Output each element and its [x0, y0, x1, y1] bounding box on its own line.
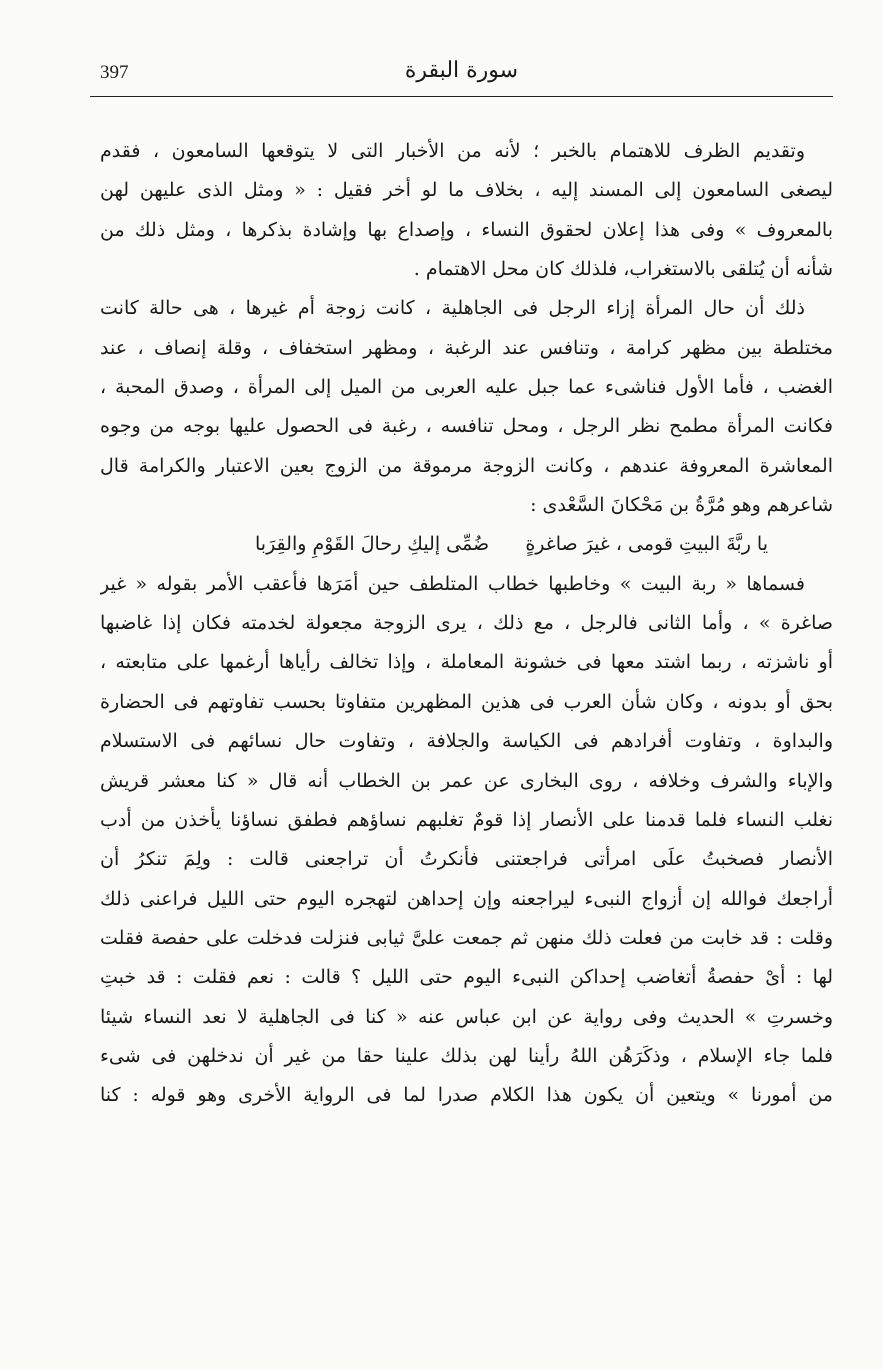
paragraph-3: [100, 565, 833, 1116]
text-line: وتقديم الظرف للاهتمام بالخبر ؛ لأنه من الأخبار التى لا يتوقعها السامعون ، فقدم: [100, 140, 805, 162]
text-line: فكانت المرأة مطمح نظر الرجل ، ومحل تنافسه ، رغبة فى الحصول عليها بوجه من وجوه: [100, 415, 833, 438]
text-line: مختلطة بين مظهر كرامة ، وتنافس عند الرغبة ، ومظهر استخفاف ، وقلة إنصاف ، عند: [100, 336, 833, 359]
paragraph-1: [100, 132, 833, 289]
page-number: 397: [100, 62, 129, 83]
text-line: من أمورنا » ويتعين أن يكون هذا الكلام صدرا لما فى الرواية الأخرى وهو قوله : كنا: [100, 1084, 833, 1107]
text-line: الأنصار فصخبتُ علَى امرأتى فراجعتنى فأنكرتُ أن تراجعنى قالت : ولِمَ تنكرُ أن: [100, 848, 833, 871]
text-line: شاعرهم وهو مُرَّةُ بن مَحْكانَ السَّعْدى :: [530, 494, 833, 517]
text-line: صاغرة » ، وأما الثانى فالرجل ، مع ذلك ، يرى الزوجة مجعولة لخدمته فكان إذا غاضبها: [100, 612, 833, 635]
text-line: ليصغى السامعون إلى المسند إليه ، بخلاف ما لو أخر فقيل : « ومثل الذى عليهن لهن: [100, 179, 833, 202]
paragraph-2: [100, 289, 833, 525]
poetry-verse: [100, 525, 833, 564]
verse-right-hemistich: يا ربَّةَ البيتِ قومى ، غيرَ صاغرةٍ: [525, 533, 768, 556]
text-line: فلما جاء الإسلام ، وذكَرَهُن اللهُ رأينا لهن بذلك علينا حقا من غير أن ندخلهن فى شىء: [100, 1044, 833, 1067]
text-line: فسماها « ربة البيت » وخاطبها خطاب المتلطف حين أمَرَها فأعقب الأمر بقوله « غير: [100, 572, 805, 595]
text-line: أراجعك فوالله إن أزواج النبىء ليراجعنه وإن إحداهن لتهجره اليوم حتى الليل فراعنى ذلك: [100, 887, 833, 910]
page-body: [100, 132, 833, 1116]
text-line: بالمعروف » وفى هذا إعلان لحقوق النساء ، وإصداع بها وإشادة بذكرها ، ومثل ذلك من: [100, 218, 833, 241]
text-line: نغلب النساء فلما قدمنا على الأنصار إذا قومٌ تغلبهم نساؤهم فطفق نساؤنا يأخذن من أدب: [100, 808, 833, 831]
text-line: لها : أىْ حفصةُ أتغاضب إحداكن النبىء اليوم حتى الليل ؟ قالت : نعم فقلت : قد خبتِ: [100, 966, 833, 989]
verse-left-hemistich: ضُمِّى إليكِ رحالَ القَوْمِ والقِرَبا: [255, 533, 490, 556]
text-line: أو ناشزته ، ربما اشتد معها فى خشونة المعاملة ، وإذا تخالف رأياها أرغمها على متابعته ،: [100, 651, 833, 674]
text-line: المعاشرة المعروفة عندهم ، وكانت الزوجة مرموقة من الزوج بعين الاعتبار والكرامة قال: [100, 454, 833, 477]
page-header: [90, 52, 833, 97]
text-line: شأنه أن يُتلقى بالاستغراب، فلذلك كان محل الاهتمام .: [413, 258, 833, 281]
text-line: والإباء والشرف وخلافه ، روى البخارى عن عمر بن الخطاب أنه قال « كنا معشر قريش: [100, 769, 833, 792]
text-line: وخسرتِ » الحديث وفى رواية عن ابن عباس عنه « كنا فى الجاهلية لا نعد النساء شيئا: [100, 1005, 833, 1028]
text-line: والبداوة ، وتفاوت أفرادهم فى الكياسة والجلافة ، وتفاوت حال نسائهم فى الاستسلام: [100, 730, 833, 753]
text-line: وقلت : قد خابت من فعلت ذلك منهن ثم جمعت علىَّ ثيابى فنزلت فدخلت على حفصة فقلت: [100, 926, 833, 949]
text-line: بحق أو بدونه ، وكان شأن العرب فى هذين المظهرين متفاوتا بحسب تفاوتهم فى الحضارة: [100, 690, 833, 713]
surah-title: سورة البقرة: [404, 58, 519, 83]
text-line: ذلك أن حال المرأة إزاء الرجل فى الجاهلية ، كانت زوجة أم غيرها ، هى حالة كانت: [100, 297, 805, 320]
text-line: الغضب ، فأما الأول فناشىء عما جبل عليه العربى من الميل إلى المرأة ، وصدق المحبة ،: [100, 376, 833, 399]
